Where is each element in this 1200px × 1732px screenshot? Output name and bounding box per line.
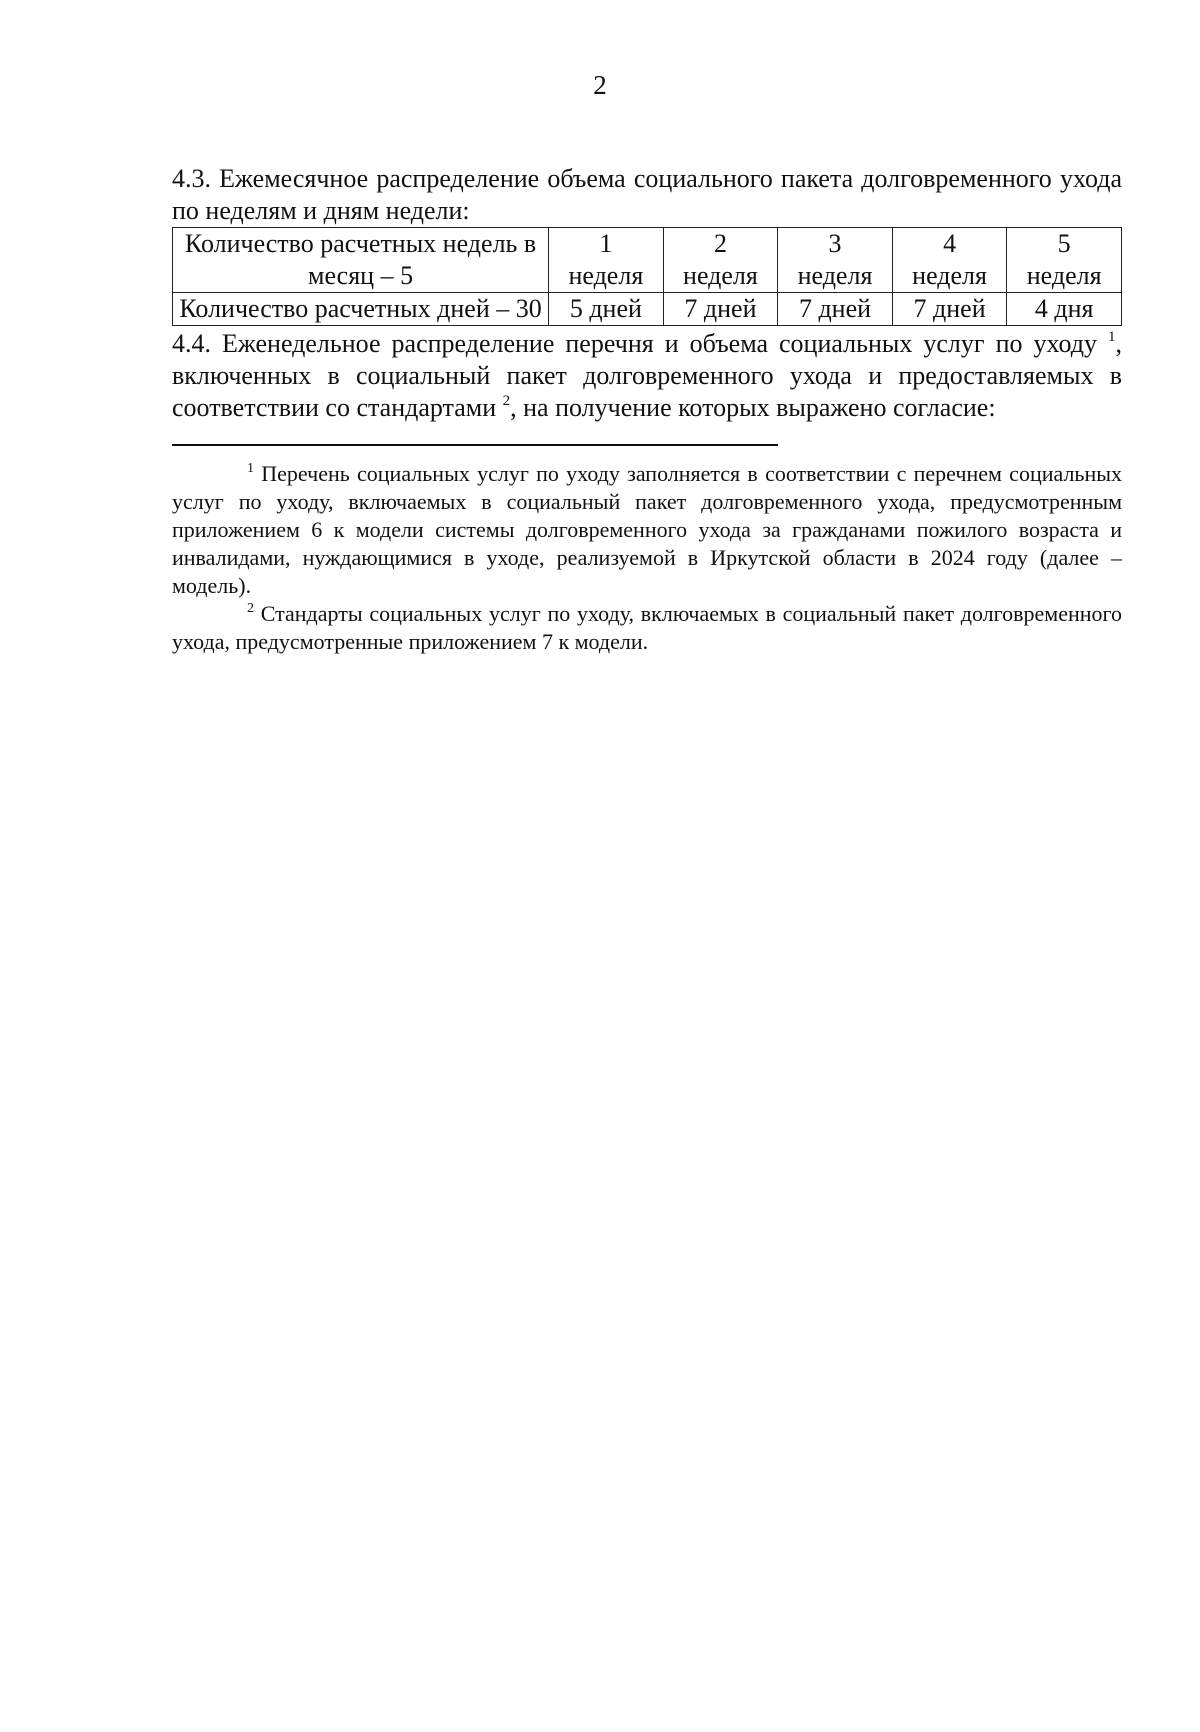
section-4-4-part1: 4.4. Еженедельное распределение перечня и объема социальных услуг по уходу — [172, 329, 1097, 358]
table-row-days — [173, 293, 1122, 326]
weeks-count-header: Количество расчетных недель в месяц – 5 — [173, 228, 549, 293]
week-label: неделя — [912, 261, 987, 290]
distribution-table — [172, 227, 1122, 326]
week-label: неделя — [568, 261, 644, 290]
section-4-3-text: 4.3. Ежемесячное распределение объема социального пакета долговременного ухода по неделям и дням недели: — [172, 164, 1122, 225]
footnote-ref-1[interactable]: 1 — [1108, 329, 1116, 345]
week-1-days: 5 дней — [549, 293, 664, 326]
footnote-mark: 1 — [247, 461, 254, 476]
footnote-ref-2[interactable]: 2 — [502, 393, 511, 409]
document-body — [172, 163, 1122, 656]
footnote-text: Стандарты социальных услуг по уходу, включаемых в социальный пакет долговременного ухода, предусмотренные приложением 7 к модели. — [172, 601, 1122, 654]
section-4-4-text — [172, 328, 1122, 424]
footnote-mark: 2 — [247, 601, 254, 616]
week-2-cell — [663, 228, 778, 293]
week-number: 3 — [828, 229, 842, 258]
week-1-cell — [549, 228, 664, 293]
week-number: 1 — [599, 229, 613, 258]
page-number: 2 — [593, 70, 607, 100]
week-number: 4 — [943, 229, 957, 258]
week-4-days: 7 дней — [892, 293, 1007, 326]
footnote-1 — [172, 460, 1122, 600]
week-3-days: 7 дней — [778, 293, 893, 326]
week-5-cell — [1007, 228, 1122, 293]
week-label: неделя — [797, 261, 873, 290]
footnote-separator — [172, 444, 778, 446]
footnote-2 — [172, 600, 1122, 656]
week-5-days: 4 дня — [1007, 293, 1122, 326]
section-4-4-part2: , включенных в социальный пакет долговременного ухода и предоставляемых в соответствии со стандартами — [172, 329, 1122, 422]
week-number: 5 — [1057, 229, 1071, 258]
week-2-days: 7 дней — [663, 293, 778, 326]
footnote-text: Перечень социальных услуг по уходу заполняется в соответствии с перечнем социальных услуг по уходу, включаемых в социальный пакет долговременного ухода, предусмотренным приложением 6 к модели системы долговременного ухода за гражданами пожилого возраста и инвалидами, нуждающимися в уходе, реализуемой в Иркутской области в 2024 году (далее – модель). — [172, 461, 1123, 598]
week-3-cell — [778, 228, 893, 293]
section-4-4-part3: , на получение которых выражено согласие: — [510, 393, 996, 422]
week-label: неделя — [683, 261, 758, 290]
week-number: 2 — [713, 229, 727, 258]
week-4-cell — [892, 228, 1007, 293]
week-label: неделя — [1026, 261, 1102, 290]
days-count-header: Количество расчетных дней – 30 — [173, 293, 549, 326]
table-row-weeks — [173, 228, 1122, 293]
